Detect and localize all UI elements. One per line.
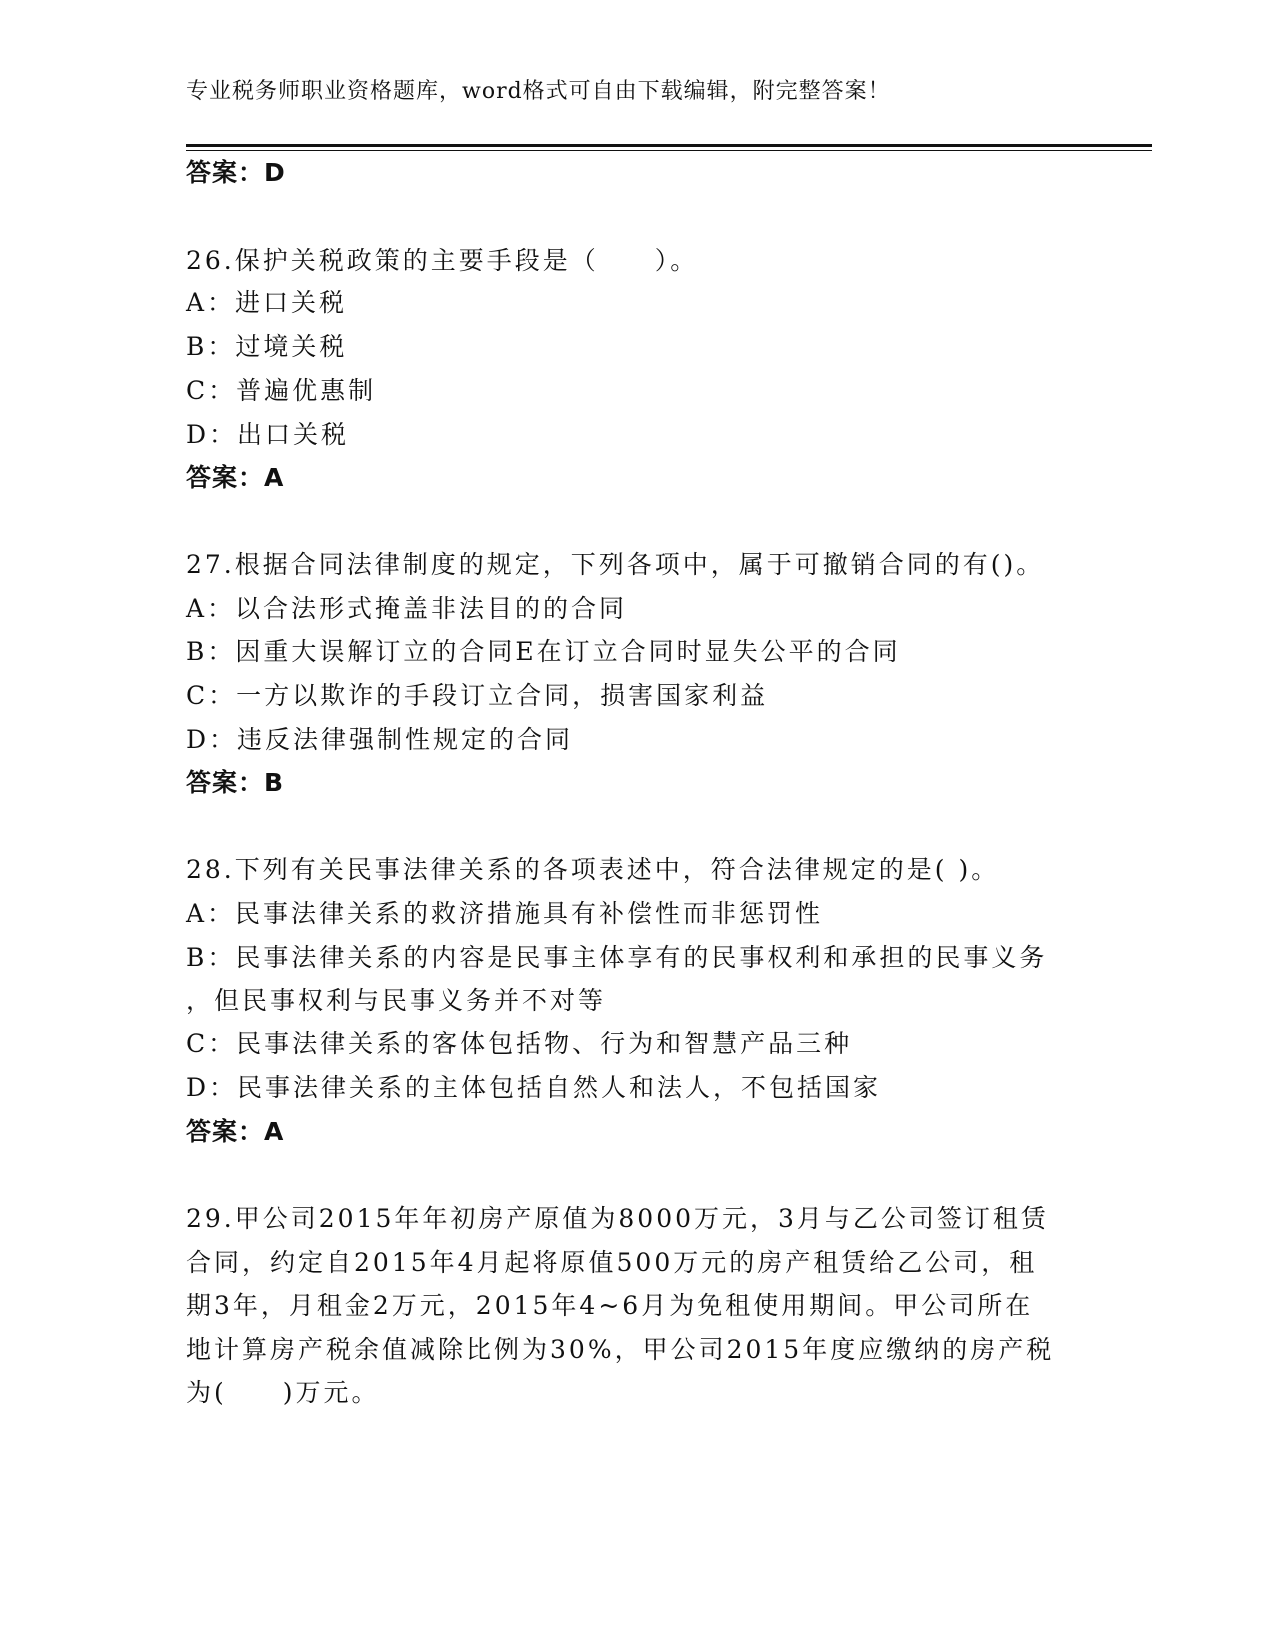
option-d: D：违反法律强制性规定的合同 [186, 725, 574, 754]
question-text-line: 为( )万元。 [186, 1378, 380, 1407]
answer: 答案：A [186, 463, 285, 492]
option-b: B：民事法律关系的内容是民事主体享有的民事权利和承担的民事义务 [186, 943, 1048, 972]
option-c: C：民事法律关系的客体包括物、行为和智慧产品三种 [186, 1029, 853, 1058]
question-text-line: 期3年，月租金2万元，2015年4~6月为免租使用期间。甲公司所在 [186, 1291, 1034, 1320]
question-text-line: 合同，约定自2015年4月起将原值500万元的房产租赁给乙公司，租 [186, 1248, 1038, 1277]
option-c: C：一方以欺诈的手段订立合同，损害国家利益 [186, 681, 769, 710]
answer: 答案：B [186, 768, 285, 797]
option-a: A：民事法律关系的救济措施具有补偿性而非惩罚性 [186, 899, 824, 928]
question-text-line: 地计算房产税余值减除比例为30%，甲公司2015年度应缴纳的房产税 [186, 1335, 1055, 1364]
option-d: D：出口关税 [186, 420, 350, 449]
header-rule-thick [186, 144, 1152, 147]
option-d: D：民事法律关系的主体包括自然人和法人，不包括国家 [186, 1073, 882, 1102]
question-text-line: 29.甲公司2015年年初房产原值为8000万元，3月与乙公司签订租赁 [186, 1204, 1049, 1233]
answer-prev: 答案：D [186, 158, 286, 187]
option-c: C：普遍优惠制 [186, 376, 377, 405]
question-stem: 26.保护关税政策的主要手段是（ ）。 [186, 246, 699, 275]
answer: 答案：A [186, 1117, 285, 1146]
question-stem: 27.根据合同法律制度的规定，下列各项中，属于可撤销合同的有()。 [186, 550, 1045, 579]
header-rule-thin [186, 150, 1152, 151]
option-a: A：进口关税 [186, 288, 348, 317]
option-b: B：过境关税 [186, 332, 348, 361]
option-b: B：因重大误解订立的合同E在订立合同时显失公平的合同 [186, 637, 901, 666]
header-note: 专业税务师职业资格题库，word格式可自由下载编辑，附完整答案！ [186, 79, 891, 104]
option-a: A：以合法形式掩盖非法目的的合同 [186, 594, 628, 623]
option-b-continued: ，但民事权利与民事义务并不对等 [186, 986, 607, 1015]
question-stem: 28.下列有关民事法律关系的各项表述中，符合法律规定的是( )。 [186, 855, 1000, 884]
